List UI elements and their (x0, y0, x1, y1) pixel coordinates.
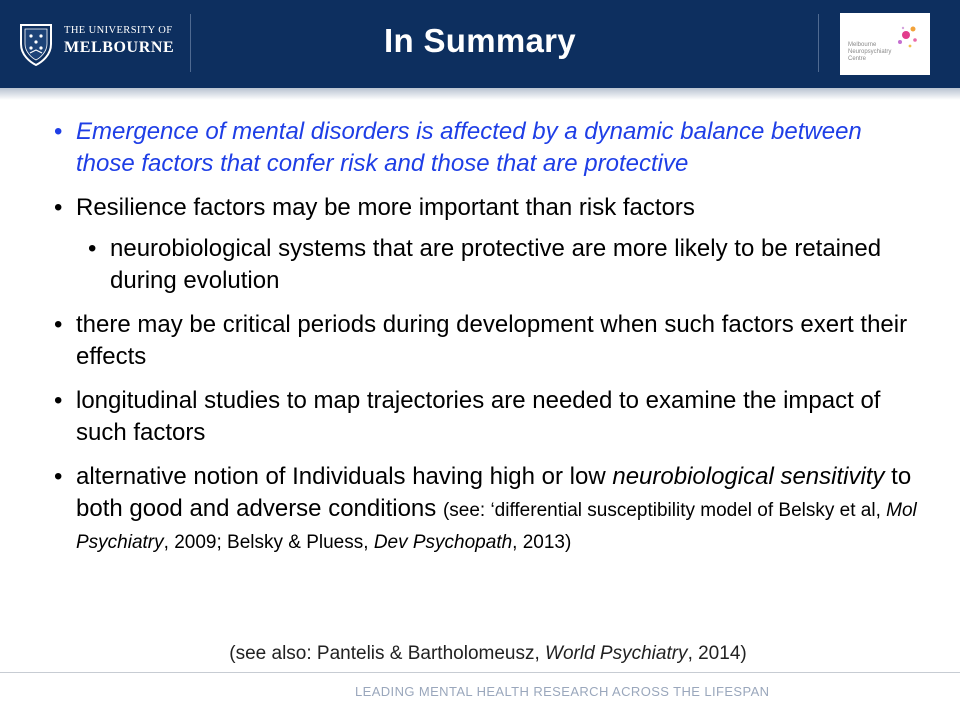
slide-content (54, 116, 924, 557)
university-name-line2: MELBOURNE (64, 39, 175, 56)
bullet-text: neurobiological systems that are protective are more likely to be retained during evolution (110, 235, 882, 294)
centre-logo-text: Melbourne Neuropsychiatry Centre (848, 42, 892, 62)
bullet-emergence (54, 116, 924, 180)
bullet-dot: • (54, 463, 63, 490)
see-also-journal: World Psychiatry (545, 643, 688, 664)
see-also-reference (0, 643, 960, 665)
bullet-text: longitudinal studies to map trajectories are needed to examine the impact of such factors (76, 387, 881, 446)
bullet-text: Emergence of mental disorders is affected by a dynamic balance between those factors that confer risk and those that are protective (76, 118, 862, 177)
centre-logo (840, 13, 930, 75)
see-also-text: (see also: Pantelis & Bartholomeusz, (229, 643, 546, 664)
bullet-emphasis: neurobiological sensitivity (612, 463, 885, 490)
footer-tagline: LEADING MENTAL HEALTH RESEARCH ACROSS THE LIFESPAN (355, 684, 770, 699)
bullet-critical-periods (54, 309, 924, 373)
see-also-text: , 2014) (687, 643, 747, 664)
bullet-longitudinal (54, 385, 924, 449)
bullet-dot: • (88, 235, 97, 262)
bullet-sensitivity (54, 461, 924, 557)
bullet-text: Resilience factors may be more important than risk factors (76, 194, 695, 221)
header-shadow (0, 88, 960, 100)
bullet-dot: • (54, 387, 63, 414)
citation-journal: Dev Psychopath (373, 532, 513, 553)
slide-title: In Summary (384, 22, 576, 59)
citation-text: (see: ‘differential susceptibility model of Belsky et al, (442, 500, 887, 521)
bullet-text: to both good and adverse conditions (76, 463, 912, 522)
bullet-dot: • (54, 194, 63, 221)
bullet-dot: • (54, 118, 63, 145)
citation-journal: Mol Psychiatry (76, 500, 917, 553)
bullet-resilience (54, 192, 924, 224)
bullet-dot: • (54, 311, 63, 338)
header-bar (0, 0, 960, 88)
sub-bullet-neurobiological (88, 233, 924, 297)
footer-divider (0, 672, 960, 673)
citation-text: , 2013) (512, 532, 572, 553)
bullet-text: there may be critical periods during development when such factors exert their effects (76, 311, 908, 370)
header-divider-right (818, 14, 819, 72)
university-name-line1: THE UNIVERSITY OF (64, 25, 173, 36)
bullet-text: alternative notion of Individuals having high or low (76, 463, 613, 490)
citation-text: , 2009; Belsky & Pluess, (163, 532, 374, 553)
